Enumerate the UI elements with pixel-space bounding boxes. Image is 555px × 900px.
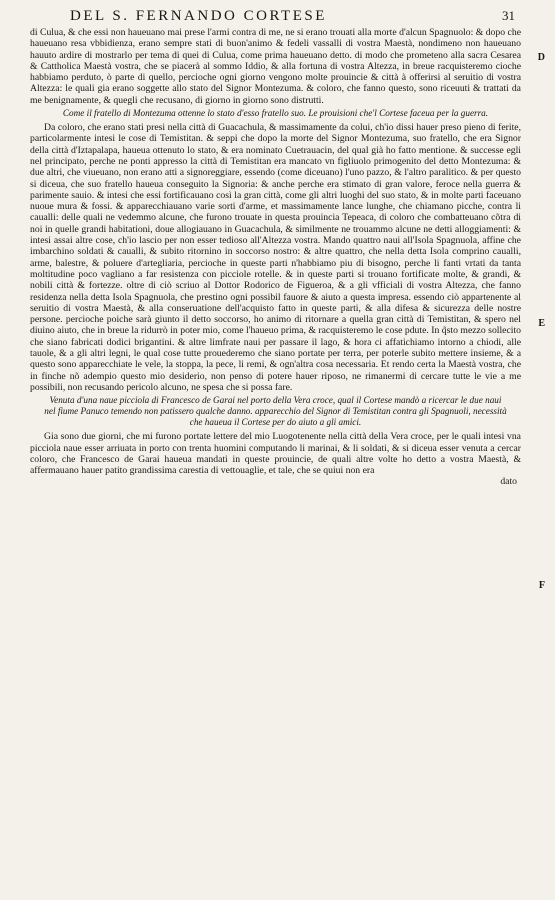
paragraph-2: Da coloro, che erano stati presi nella città di Guacachula, & massimamente da colui, ch'io dissi hauer preso pieno di ferite, particolarmente intesi le cose di Temistitan. & seppi che dopo la morte del Signor Montezuma, suo fratello, che era Signor della città d'Iztapalapa, haueua ottenuto lo stato, & era nominato Cuetrauacin, del qual già ho fatto mentione. & successe egli nel principato, perche ne ponti appresso la città di Temistitan era mancato vn figliuolo primogenito del detto Montezuma: & due altri, che viueuano, non erano atti a signoreggiare, essendo (come diceuano) l'uno pazzo, & l'altro paralitico. & per questo si diceua, che suo fratello haueua conseguito la Signoria: & anche perche era stimato di gran valore, feroce nella guerra & parimente sauio. & intesi che essi fortificauano così la gran città, come gli altri luoghi del suo stato, & in molte parti faceuano nuoue mura & fossi. & apparecchiauano varie sorti d'arme, et massimamente lance lunghe, che chiamano picche, contra li caualli: delle quali ne vedemmo alcune, che furono trouate in questa prouincia Tepeaca, di coloro che combatteuano cõtra di noi in quelle grandi habitationi, doue allogiauano in Guacachula, & similmente ne trouammo alcune ne detti alloggiamenti: & intesi assai altre cose, ch'io lascio per non esser tedioso all'Altezza vostra. Mando quattro naui all'Isola Spagnuola, affine che imbarchino soldati & caualli, & subito ritornino in soccorso nostro: & altre quattro, che nella detta Isola comprino caualli, arme, balestre, & poluere d'artegliaria, percioche in queste parti n'habbiamo piu di bisogno, perche li fanti vrtati da tanta moltitudine poco vagliano a far resistenza con picciole rotelle. & in queste parti si trouano fortificate molte, & grandi, & nobili città & fortezze. oltre di ciò scriuo al Dottor Rodorico de Figueroa, & a gli vfficiali di vostra Altezza, che fanno residenza nella detta Isola Spagnuola, che prestino ogni possibil fauore & aiuto a questa impresa. essendo ciò appartenente al seruitio di vostra Maestà, & alla conseruatione dell'acquisto fatto in queste parti, & alla difesa & sicurezza delle nostre persone. percioche poiche sarà giunto il detto soccorso, ho animo di ritornare a quella gran città di Temistitan, & spero nel diuino aiuto, che in breue la ridurrò in poter mio, come l'haueuo prima, & racquisteremo le cose pdute. In q̃sto mezzo sollecito che siano fabricati dodici brigantini. & altre limfrate naui per passare il lago, & hora ci affatichiamo intorno a chiodi, alle tauole, & a gli altri legni, le qual cose tutte prouederemo che siano portate per terra, per poterle subito mettere insieme, & a questo sono apparecchiate le vele, la stoppa, la pece, li remi, & ogn'altra cosa necessaria. Et rendo certa la Maestà vostra, che in finche nõ adempio questo mio desiderio, non penso di potere hauer riposo, ne rimanermi di cercare tutte le vie a me possibili, non recusando pericolo alcuno, ne spesa che si possa fare. [30,122,521,393]
section-heading-1: Come il fratello di Montezuma ottenne lo stato d'esso fratello suo. Le prouisioni che'l Cortese faceua per la guerra. [62,108,489,119]
signature-mark-e: E [538,318,545,329]
paragraph-3: Gia sono due giorni, che mi furono portate lettere del mio Luogotenente nella città della Vera croce, per le quali intesi vna picciola naue esser arriuata in porto con trenta huomini computando li marinai, & li soldati, & si diceua esser venuta a cercar coloro, che Francesco de Garai haueua mandati in queste prouincie, de quali altre volte ho detto a vostra Maestà, & affermauano hauer patito grandissima carestia di vettouaglie, et tale, che se quiui non era [30,431,521,477]
catchword: dato [500,476,517,488]
signature-mark-d: D [537,52,545,63]
paragraph-1: di Culua, & che essi non haueuano mai prese l'armi contra di me, ne si erano trouati alla morte d'alcun Spagnuolo: & dopo che haueuano resa vbbidienza, erano sempre stati di buon'animo & fedeli vassalli di vostra Maestà, nondimeno non haueuano hauuto ardire di mostrarlo per tema di quei di Culua, come prima haueuano detto. di modo che prometeno alla sacra Cesarea & Cattholica Maestà vostra, che se piacerà al sommo Iddio, & alla fortuna di vostra Altezza, in breue racquisteremo cioche habbiamo perduto, ò parte di quello, percioche ogni giorno vengono molte prouincie & città à offerirsi al seruitio di vostra Altezza: le quali gia erano soggette allo stato del Signor Montezuma. & coloro, che fanno questo, sono riceuuti & trattati da me benignamente, & quegli che recusano, di giorno in giorno sono distrutti. [30,27,521,106]
signature-mark-f: F [538,580,545,591]
running-head-title: DEL S. FERNANDO CORTESE [70,8,327,24]
running-head [30,8,521,27]
folio-number: 31 [502,8,515,23]
section-heading-2: Venuta d'una naue picciola di Francesco de Garai nel porto della Vera croce, qual il Cortese mandò a ricercar le due naui nel fiume Panuco temendo non patissero qualche danno. apparecchio del Signor di Temistitan contra gli Spagnuoli, necessità che haueua il Cortese per do aiuto a gli amici. [44,395,507,428]
